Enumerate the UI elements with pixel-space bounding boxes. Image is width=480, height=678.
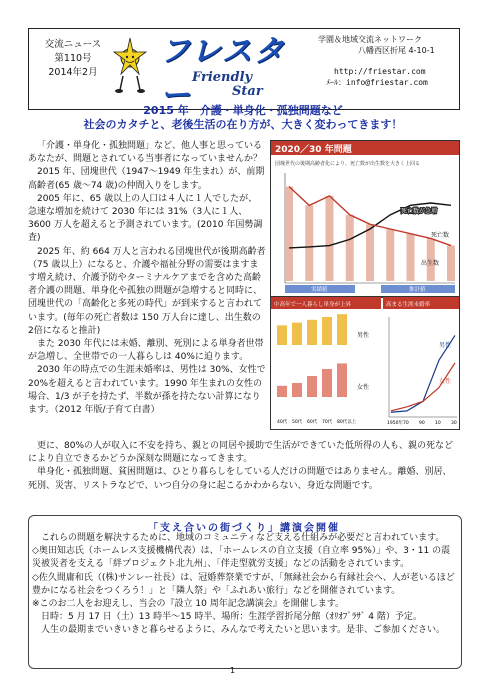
population-bar (447, 246, 455, 281)
paragraph: 更に、80%の人が収入に不安を持ち、親との同居や援助で生活ができていた低所得の人も、親の死などにより自立できるかどうか深刻な問題になってきます。 (28, 441, 454, 465)
article-left-column (28, 140, 266, 417)
bar-female (307, 376, 317, 397)
chart-right-title: 高まる生涯未婚率 (386, 302, 431, 308)
brand-english-1: Friendly (192, 70, 253, 85)
year-tick-label: 90 (419, 421, 425, 426)
issue-series: 交流ニュース (44, 39, 102, 50)
x-tick-label: 50代 (292, 420, 303, 425)
org-mail[interactable]: ﾒｰﾙ：info@friestar.com (326, 78, 428, 87)
org-url[interactable]: http://friestar.com (334, 67, 426, 76)
brand-block (152, 26, 292, 113)
headline-line-1: 2015 年 介護・単身化・孤独問題など (143, 104, 343, 117)
paragraph: 2025 年、約 664 万人と言われる団塊世代が後期高齢者（75 歳以上）になると、介護や福祉分野の需要はますます増え続け、介護予防やターミナルケアまでを含めた高齢者介護の問題、単身化や孤独の問題が急増すると同時に、団塊世代の「高齢化と多死の時代」が到来すると言われています。(毎年の死亡者数は 150 万人台に達し、出生数の2倍になると推計) (28, 246, 266, 336)
bar-male (337, 314, 347, 345)
x-tick-label: 70代 (322, 420, 333, 425)
headline (28, 104, 458, 132)
org-address: 八幡西区折尾 4-10-1 (358, 46, 435, 55)
population-bar (407, 234, 415, 281)
paragraph: 2005 年に、65 歳以上の人口は４人に１人でしたが、急速な増加を続けて 2030 年には 31%（3人に１人、3600 万人を超えると予測されています。(2010 年国勢調査) (28, 193, 263, 244)
population-bar (326, 196, 334, 281)
line-label-female: 女性 (439, 378, 452, 385)
population-bar (285, 186, 293, 281)
lecture-intro: これらの問題を解決するために、地域のコミュニティなど支える仕組みが必要だと言われています。 (41, 533, 445, 543)
line-label-male: 男性 (439, 342, 452, 349)
chart-top-caption: 団塊世代の後期高齢者化により、死亡数が出生数を大きく上回る (275, 161, 421, 167)
population-bar (305, 205, 313, 281)
paragraph: また 2030 年代には未婚、離別、死別による単身者世帯が急増し、全世帯での一人暮らしは 40%に迫ります。 (28, 339, 264, 363)
paragraph: 単身化・孤独問題、貧困問題は、ひとり暮らしをしている人だけの問題ではありません。離婚、別居、死別、災害、リストラなどで、いつ自分の身に起こるかわからない、身近な問題です。 (28, 467, 452, 491)
chart-left-title: 中高年で一人暮らし単身が上昇 (274, 302, 352, 308)
issue-date: 2014年2月 (48, 67, 98, 78)
series-female-line (391, 363, 455, 411)
lecture-item: ◇奥田知志氏（ホームレス支援機構代表）は、「ホームレスの自立支援（自立率 95%）」や、3・11 の震災被災者を支える「絆プロジェクト北九州」、「伴走型就労支援」などの活動をされています。 (32, 546, 451, 570)
year-tick-label: 10 (435, 421, 441, 426)
chart-top-title: 2020／30 年問題 (275, 145, 352, 155)
bar-male (292, 323, 302, 345)
bar-female (277, 386, 287, 397)
bar-male (322, 317, 332, 345)
year-tick-label: 30 (451, 421, 457, 426)
lecture-body (32, 532, 456, 638)
population-bar (346, 215, 354, 281)
article-full-width (28, 440, 460, 493)
bar-male (307, 320, 317, 345)
bar-female (322, 369, 332, 397)
label-actual: 実績値 (311, 287, 328, 293)
label-deaths-rise: 死亡数が急増 (401, 208, 438, 215)
bar-female (337, 363, 347, 397)
paragraph: 「介護・単身化・孤独問題」など、他人事と思っているあなたが、問題とされている当事者になっていませんか？ (28, 141, 263, 165)
paragraph: 2015 年、団塊世代（1947～1949 年生まれ）が、前期高齢者(65 歳～74 歳)の仲間入りをします。 (28, 167, 265, 191)
x-tick-label: 60代 (307, 420, 318, 425)
star-logo-icon (110, 30, 150, 106)
label-male: 男性 (357, 332, 370, 339)
bar-female (292, 383, 302, 397)
label-female: 女性 (357, 384, 370, 391)
x-tick-label: 80代以上 (337, 420, 357, 425)
org-info (318, 34, 458, 88)
x-tick-label: 40代 (277, 420, 288, 425)
lecture-item: ※このお二人をお迎えし、当会の『設立 10 周年記念講演会』を開催します。 (32, 599, 344, 610)
issue-info (38, 38, 108, 80)
label-births: 出生数 (421, 260, 440, 267)
issue-number: 第110号 (54, 53, 92, 64)
label-deaths: 死亡数 (431, 232, 450, 239)
lecture-title: 「支え合いの街づくり」講演会開催 (148, 523, 340, 534)
org-name: 学園＆地域交流ネットワーク (318, 35, 422, 44)
paragraph: 2030 年の時点での生涯未婚率は、男性は 30%、女性で 20%を超えると言われています。1990 年生まれの女性の場合、1/3 が子を持たず、半数が孫を持たない計算になります。（2012 年版/子育て白書） (28, 365, 266, 416)
brand-english-2: Star (232, 84, 263, 99)
chart-deaths-births (270, 140, 460, 298)
label-projection: 推計値 (409, 287, 426, 293)
chart-singles-unmarried (270, 296, 460, 430)
year-tick-label: 1950年 (387, 421, 403, 426)
lecture-closing: 人生の最期までいきいきと暮らせるように、みんなで考えたいと思います。是非、ご参加ください。 (41, 625, 446, 636)
page-number: 1 (230, 666, 236, 675)
bar-male (277, 325, 287, 345)
population-bar (386, 229, 394, 281)
lecture-item: ◇佐久間庸和氏（(株)サンレー社長）は、冠婚葬祭業ですが、「無縁社会から有縁社会へ、人が老いるほど豊かになる社会をつくろう！」と「隣人祭」や「ふれあい旅行」などを開催されています。 (32, 572, 455, 596)
population-bar (366, 224, 374, 281)
lecture-schedule: 日時：5 月 17 日（土）13 時半～15 時半、場所：生涯学習折尾分館（ｵﾘｵﾌﾟﾗｻﾞ 4 階）予定。 (41, 612, 422, 623)
year-tick-label: 70 (403, 421, 409, 426)
headline-line-2: 社会のカタチと、老後生活の在り方が、大きく変わってきます！ (83, 118, 403, 131)
brand-japanese: フレスター (160, 34, 286, 113)
